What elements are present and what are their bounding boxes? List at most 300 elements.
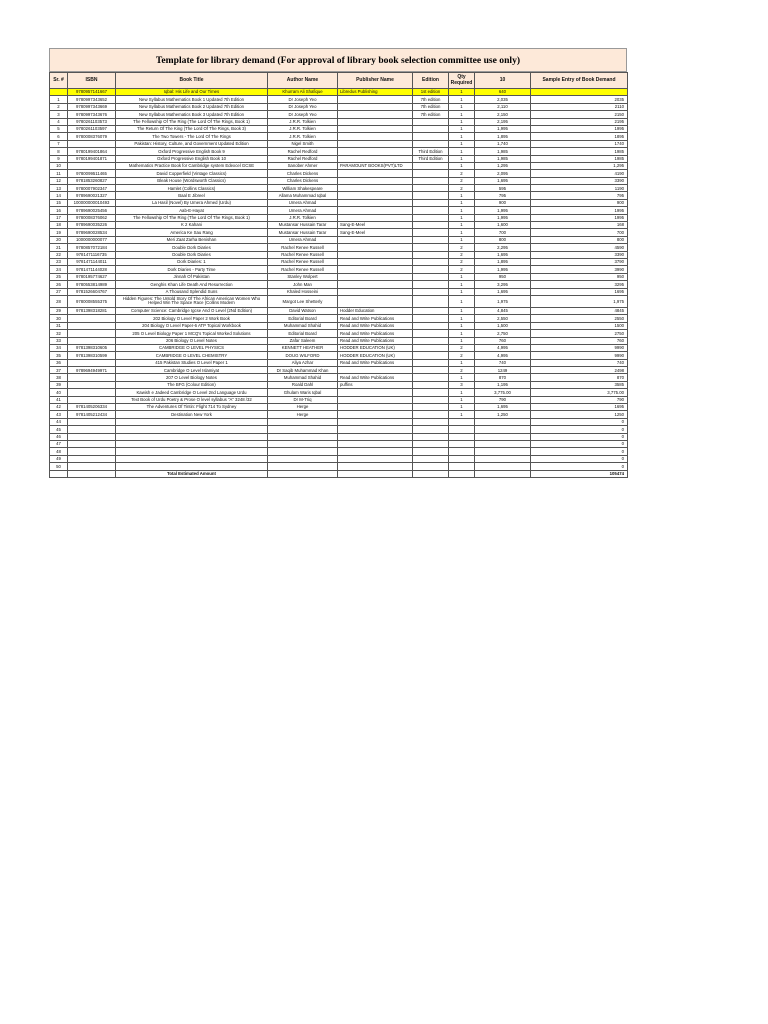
publisher-cell bbox=[338, 448, 413, 455]
isbn-cell: 9780195774627 bbox=[68, 273, 116, 280]
table-row bbox=[50, 89, 628, 96]
edition-cell bbox=[413, 295, 449, 307]
author-cell: David Watson bbox=[268, 307, 338, 314]
table-row bbox=[50, 273, 628, 280]
price-cell: 3,775.00 bbox=[475, 389, 531, 396]
table-row bbox=[50, 133, 628, 140]
isbn-cell bbox=[68, 433, 116, 440]
qty-cell: 2 bbox=[449, 244, 475, 251]
title-cell: America Ke Sau Rang bbox=[116, 229, 268, 236]
qty-cell: 2 bbox=[449, 177, 475, 184]
isbn-cell: 9780261103597 bbox=[68, 125, 116, 132]
sample-cell: 3585 bbox=[531, 381, 628, 388]
sample-cell: 740 bbox=[531, 359, 628, 366]
author-cell: Umera Ahmad bbox=[268, 199, 338, 206]
qty-cell: 1 bbox=[449, 359, 475, 366]
qty-cell: 1 bbox=[449, 229, 475, 236]
edition-cell bbox=[413, 177, 449, 184]
sample-cell: 9990 bbox=[531, 352, 628, 359]
col-header-qty: Qty Required bbox=[449, 73, 475, 89]
edition-cell bbox=[413, 463, 449, 470]
qty-cell: 1 bbox=[449, 96, 475, 103]
edition-cell bbox=[413, 330, 449, 337]
qty-cell: 2 bbox=[449, 251, 475, 258]
publisher-cell bbox=[338, 389, 413, 396]
table-row bbox=[50, 337, 628, 344]
author-cell: Khaled Hosseini bbox=[268, 288, 338, 295]
edition-cell: Third Edition bbox=[413, 148, 449, 155]
price-cell: 870 bbox=[475, 374, 531, 381]
author-cell: Sanober Ahmer bbox=[268, 162, 338, 169]
title-cell: 202 Biology O Level Paper 2 Work Book bbox=[116, 315, 268, 322]
edition-cell bbox=[413, 207, 449, 214]
publisher-cell bbox=[338, 111, 413, 118]
edition-cell bbox=[413, 281, 449, 288]
sample-cell: 1250 bbox=[531, 411, 628, 418]
table-row bbox=[50, 295, 628, 307]
isbn-cell bbox=[68, 315, 116, 322]
table-row bbox=[50, 125, 628, 132]
edition-cell bbox=[413, 288, 449, 295]
price-cell: 3,295 bbox=[475, 281, 531, 288]
author-cell: John Man bbox=[268, 281, 338, 288]
edition-cell: 7th edition bbox=[413, 111, 449, 118]
price-cell bbox=[475, 455, 531, 462]
isbn-cell: 9781853260827 bbox=[68, 177, 116, 184]
publisher-cell: Read and Write Publications bbox=[338, 374, 413, 381]
sr-cell: 11 bbox=[50, 170, 68, 177]
author-cell: J.R.R. Tolkien bbox=[268, 133, 338, 140]
isbn-cell bbox=[68, 396, 116, 403]
sample-cell: 760 bbox=[531, 337, 628, 344]
isbn-cell: 9781398310605 bbox=[68, 344, 116, 351]
sr-cell: 38 bbox=[50, 374, 68, 381]
title-cell: Text Book of Urdu Poetry & Prose O level syllabus "A" 3248 /32 bbox=[116, 396, 268, 403]
sr-cell: 14 bbox=[50, 192, 68, 199]
table-row bbox=[50, 258, 628, 265]
table-row bbox=[50, 96, 628, 103]
sample-cell: 3295 bbox=[531, 281, 628, 288]
table-row bbox=[50, 448, 628, 455]
publisher-cell bbox=[338, 185, 413, 192]
author-cell bbox=[268, 418, 338, 425]
title-cell: Oxford Progressive English Book 9 bbox=[116, 148, 268, 155]
sr-cell: 34 bbox=[50, 344, 68, 351]
title-cell: Meri Zaat Zarha Benishan bbox=[116, 236, 268, 243]
author-cell: Rachel Redford bbox=[268, 155, 338, 162]
qty-cell: 1 bbox=[449, 111, 475, 118]
sample-cell: 1740 bbox=[531, 140, 628, 147]
author-cell: Mustansar Hussain Tarar bbox=[268, 222, 338, 229]
qty-cell: 1 bbox=[449, 374, 475, 381]
publisher-cell bbox=[338, 192, 413, 199]
sample-cell: 1995 bbox=[531, 125, 628, 132]
sample-cell: 700 bbox=[531, 229, 628, 236]
price-cell bbox=[475, 418, 531, 425]
qty-cell: 1 bbox=[449, 125, 475, 132]
table-row bbox=[50, 214, 628, 221]
price-cell: 2,095 bbox=[475, 170, 531, 177]
title-cell: The BFG (Colour Edition) bbox=[116, 381, 268, 388]
price-cell: 2,295 bbox=[475, 244, 531, 251]
title-cell: Cambridge O Level Islamiyat bbox=[116, 367, 268, 374]
price-cell: 1,500 bbox=[475, 322, 531, 329]
price-cell: 1,985 bbox=[475, 155, 531, 162]
publisher-cell: Read and Write Publications bbox=[338, 337, 413, 344]
sample-cell: 3390 bbox=[531, 251, 628, 258]
title-cell bbox=[116, 426, 268, 433]
publisher-cell bbox=[338, 148, 413, 155]
price-cell: 700 bbox=[475, 229, 531, 236]
title-cell: The Return Of The King (The Lord Of The Rings, Book 3) bbox=[116, 125, 268, 132]
author-cell: Rachel Redford bbox=[268, 148, 338, 155]
author-cell: Charles Dickens bbox=[268, 170, 338, 177]
author-cell: Dr Joseph Yeo bbox=[268, 103, 338, 110]
qty-cell: 1 bbox=[449, 273, 475, 280]
author-cell: Mustansar Hussain Tarar bbox=[268, 229, 338, 236]
edition-cell bbox=[413, 322, 449, 329]
publisher-cell bbox=[338, 411, 413, 418]
sample-cell: 3990 bbox=[531, 266, 628, 273]
publisher-cell bbox=[338, 155, 413, 162]
table-row bbox=[50, 222, 628, 229]
table-row bbox=[50, 103, 628, 110]
edition-cell bbox=[413, 214, 449, 221]
qty-cell: 1 bbox=[449, 281, 475, 288]
edition-cell bbox=[413, 455, 449, 462]
table-row bbox=[50, 140, 628, 147]
sample-cell: 2750 bbox=[531, 330, 628, 337]
isbn-cell: 9781471116735 bbox=[68, 251, 116, 258]
edition-cell: 7th edition bbox=[413, 103, 449, 110]
sr-cell: 49 bbox=[50, 455, 68, 462]
qty-cell: 2 bbox=[449, 170, 475, 177]
sr-cell: 17 bbox=[50, 214, 68, 221]
price-cell: 2,550 bbox=[475, 315, 531, 322]
publisher-cell: HODDER EDUCATION (UK) bbox=[338, 352, 413, 359]
isbn-cell: 9780857072184 bbox=[68, 244, 116, 251]
sr-cell: 32 bbox=[50, 330, 68, 337]
edition-cell bbox=[413, 381, 449, 388]
sr-cell: 4 bbox=[50, 118, 68, 125]
author-cell bbox=[268, 455, 338, 462]
sr-cell bbox=[50, 89, 68, 96]
qty-cell: 1 bbox=[449, 155, 475, 162]
sample-cell: 950 bbox=[531, 273, 628, 280]
qty-cell: 2 bbox=[449, 266, 475, 273]
edition-cell bbox=[413, 222, 449, 229]
publisher-cell bbox=[338, 295, 413, 307]
title-cell: A Thousand Splendid Suns bbox=[116, 288, 268, 295]
edition-cell bbox=[413, 433, 449, 440]
sr-cell: 20 bbox=[50, 236, 68, 243]
title-cell bbox=[116, 440, 268, 447]
isbn-cell bbox=[68, 330, 116, 337]
sample-cell: 0 bbox=[531, 440, 628, 447]
table-row bbox=[50, 111, 628, 118]
author-cell: Charles Dickens bbox=[268, 177, 338, 184]
sr-cell: 43 bbox=[50, 411, 68, 418]
qty-cell: 1 bbox=[449, 199, 475, 206]
qty-cell bbox=[449, 463, 475, 470]
qty-cell: 2 bbox=[449, 367, 475, 374]
isbn-cell bbox=[68, 455, 116, 462]
sr-cell: 33 bbox=[50, 337, 68, 344]
author-cell: Allama Muhammad Iqbal bbox=[268, 192, 338, 199]
edition-cell bbox=[413, 266, 449, 273]
isbn-cell: 9780008376062 bbox=[68, 214, 116, 221]
sample-cell: 4590 bbox=[531, 244, 628, 251]
publisher-cell: Libredus Publishing bbox=[338, 89, 413, 96]
price-cell: 2,035 bbox=[475, 96, 531, 103]
edition-cell bbox=[413, 374, 449, 381]
price-cell: 4,845 bbox=[475, 307, 531, 314]
sr-cell: 10 bbox=[50, 162, 68, 169]
publisher-cell bbox=[338, 236, 413, 243]
qty-cell: 1 bbox=[449, 411, 475, 418]
table-row bbox=[50, 148, 628, 155]
publisher-cell bbox=[338, 133, 413, 140]
sr-cell: 26 bbox=[50, 281, 68, 288]
table-row bbox=[50, 199, 628, 206]
publisher-cell: Read and Write Publications bbox=[338, 330, 413, 337]
publisher-cell bbox=[338, 207, 413, 214]
edition-cell: 1st edition bbox=[413, 89, 449, 96]
edition-cell bbox=[413, 170, 449, 177]
price-cell bbox=[475, 426, 531, 433]
author-cell: Muhammad Shahid bbox=[268, 374, 338, 381]
title-cell: Dork Diaries: 1 bbox=[116, 258, 268, 265]
title-cell: Iqbal: His Life and Our Times bbox=[116, 89, 268, 96]
author-cell: Aliya Azhar bbox=[268, 359, 338, 366]
sample-cell: 168 bbox=[531, 222, 628, 229]
edition-cell bbox=[413, 344, 449, 351]
title-cell: Double Dork Diaries bbox=[116, 251, 268, 258]
isbn-cell bbox=[68, 448, 116, 455]
qty-cell: 1 bbox=[449, 404, 475, 411]
publisher-cell bbox=[338, 266, 413, 273]
qty-cell: 1 bbox=[449, 307, 475, 314]
table-row bbox=[50, 411, 628, 418]
qty-cell: 1 bbox=[449, 222, 475, 229]
sr-cell: 1 bbox=[50, 96, 68, 103]
price-cell: 1,995 bbox=[475, 214, 531, 221]
sample-cell: 2110 bbox=[531, 103, 628, 110]
sample-cell: 2150 bbox=[531, 111, 628, 118]
author-cell: J.R.R. Tolkien bbox=[268, 125, 338, 132]
price-cell: 1,995 bbox=[475, 266, 531, 273]
table-row bbox=[50, 288, 628, 295]
isbn-cell bbox=[68, 418, 116, 425]
qty-cell bbox=[449, 440, 475, 447]
sr-cell: 18 bbox=[50, 222, 68, 229]
isbn-cell bbox=[68, 162, 116, 169]
sr-cell: 12 bbox=[50, 177, 68, 184]
demand-table bbox=[49, 72, 628, 478]
price-cell: 795 bbox=[475, 192, 531, 199]
col-header-title: Book Title bbox=[116, 73, 268, 89]
title-cell: Jinnah Of Pakistan bbox=[116, 273, 268, 280]
author-cell: Rachel Renee Russell bbox=[268, 258, 338, 265]
edition-cell bbox=[413, 273, 449, 280]
isbn-cell bbox=[68, 463, 116, 470]
author-cell: Dr Joseph Yeo bbox=[268, 96, 338, 103]
sample-cell: 1695 bbox=[531, 404, 628, 411]
author-cell: Herge bbox=[268, 411, 338, 418]
isbn-cell: 1000000000077 bbox=[68, 236, 116, 243]
title-cell: The Fellowship Of The Ring (The Lord Of The Rings, Book 1) bbox=[116, 214, 268, 221]
author-cell: Umera Ahmad bbox=[268, 207, 338, 214]
sample-cell: 1995 bbox=[531, 214, 628, 221]
title-cell: CAMBRIDGE O LEVEL PHYSICS bbox=[116, 344, 268, 351]
author-cell: Umera Ahmad bbox=[268, 236, 338, 243]
table-row bbox=[50, 177, 628, 184]
publisher-cell: Read and Write Publications bbox=[338, 322, 413, 329]
sample-cell: 795 bbox=[531, 192, 628, 199]
isbn-cell: 9789690021327 bbox=[68, 192, 116, 199]
isbn-cell: 9780099511465 bbox=[68, 170, 116, 177]
table-row bbox=[50, 266, 628, 273]
qty-cell: 1 bbox=[449, 140, 475, 147]
edition-cell bbox=[413, 426, 449, 433]
publisher-cell bbox=[338, 404, 413, 411]
qty-cell: 1 bbox=[449, 148, 475, 155]
sr-cell: 41 bbox=[50, 396, 68, 403]
isbn-cell bbox=[68, 374, 116, 381]
price-cell: 1,895 bbox=[475, 133, 531, 140]
publisher-cell: Read and Write Publications bbox=[338, 359, 413, 366]
table-row bbox=[50, 307, 628, 314]
sample-cell: 1,295 bbox=[531, 162, 628, 169]
publisher-cell bbox=[338, 433, 413, 440]
sr-cell: 31 bbox=[50, 322, 68, 329]
sample-cell: 2498 bbox=[531, 367, 628, 374]
publisher-cell: Sang-E-Meel bbox=[338, 229, 413, 236]
sr-cell: 3 bbox=[50, 111, 68, 118]
author-cell: Dr Joseph Yeo bbox=[268, 111, 338, 118]
sr-cell: 37 bbox=[50, 367, 68, 374]
sr-cell: 7 bbox=[50, 140, 68, 147]
edition-cell: Third Edition bbox=[413, 155, 449, 162]
qty-cell: 1 bbox=[449, 118, 475, 125]
table-row bbox=[50, 170, 628, 177]
edition-cell bbox=[413, 404, 449, 411]
sr-cell: 45 bbox=[50, 426, 68, 433]
qty-cell: 1 bbox=[449, 288, 475, 295]
isbn-cell: 9781398310599 bbox=[68, 352, 116, 359]
sample-cell: 4190 bbox=[531, 170, 628, 177]
title-cell bbox=[116, 463, 268, 470]
isbn-cell: 9781471144011 bbox=[68, 258, 116, 265]
sample-cell bbox=[531, 89, 628, 96]
table-row bbox=[50, 162, 628, 169]
publisher-cell bbox=[338, 244, 413, 251]
col-header-sr: Sr. # bbox=[50, 73, 68, 89]
table-row bbox=[50, 352, 628, 359]
price-cell: 900 bbox=[475, 199, 531, 206]
edition-cell bbox=[413, 162, 449, 169]
publisher-cell bbox=[338, 96, 413, 103]
edition-cell bbox=[413, 367, 449, 374]
sr-cell: 42 bbox=[50, 404, 68, 411]
table-row bbox=[50, 426, 628, 433]
author-cell: Margot Lee Shetterly bbox=[268, 295, 338, 307]
qty-cell: 1 bbox=[449, 214, 475, 221]
title-cell bbox=[116, 418, 268, 425]
col-header-publisher: Publisher Name bbox=[338, 73, 413, 89]
price-cell bbox=[475, 463, 531, 470]
price-cell: 1,195 bbox=[475, 381, 531, 388]
sr-cell: 44 bbox=[50, 418, 68, 425]
isbn-cell bbox=[68, 440, 116, 447]
author-cell: Rachel Renee Russell bbox=[268, 251, 338, 258]
price-cell: 1,600 bbox=[475, 222, 531, 229]
sample-cell: 0 bbox=[531, 426, 628, 433]
author-cell: Ghulam Waris Iqbal bbox=[268, 389, 338, 396]
title-cell: Hidden Figures: The Untold Story Of The African American Women Who Helped Win The Space Race (Collins Modern bbox=[116, 295, 268, 307]
sample-cell: 2550 bbox=[531, 315, 628, 322]
table-row bbox=[50, 344, 628, 351]
qty-cell: 2 bbox=[449, 352, 475, 359]
price-cell: 1,695 bbox=[475, 251, 531, 258]
author-cell: Roald Dahl bbox=[268, 381, 338, 388]
sr-cell: 21 bbox=[50, 244, 68, 251]
publisher-cell bbox=[338, 288, 413, 295]
title-cell bbox=[116, 455, 268, 462]
table-row bbox=[50, 192, 628, 199]
price-cell bbox=[475, 433, 531, 440]
sr-cell: 36 bbox=[50, 359, 68, 366]
col-header-price: 10 bbox=[475, 73, 531, 89]
isbn-cell: 9789690035226 bbox=[68, 222, 116, 229]
qty-cell bbox=[449, 418, 475, 425]
sr-cell: 35 bbox=[50, 352, 68, 359]
edition-cell bbox=[413, 411, 449, 418]
sample-cell: 2035 bbox=[531, 96, 628, 103]
edition-cell bbox=[413, 352, 449, 359]
qty-cell: 1 bbox=[449, 337, 475, 344]
sample-cell: 0 bbox=[531, 433, 628, 440]
qty-cell: 1 bbox=[449, 192, 475, 199]
isbn-cell: 100000000010493 bbox=[68, 199, 116, 206]
sr-cell: 8 bbox=[50, 148, 68, 155]
edition-cell bbox=[413, 440, 449, 447]
price-cell: 2,195 bbox=[475, 118, 531, 125]
price-cell: 1,295 bbox=[475, 162, 531, 169]
qty-cell: 1 bbox=[449, 389, 475, 396]
total-label: Total Estimated Amount bbox=[116, 470, 268, 477]
isbn-cell bbox=[68, 337, 116, 344]
title-cell: David Copperfield (Vintage Classics) bbox=[116, 170, 268, 177]
title-cell: Aab-E-Hayat bbox=[116, 207, 268, 214]
isbn-cell: 9781471144028 bbox=[68, 266, 116, 273]
publisher-cell: Sang-E-Meel bbox=[338, 222, 413, 229]
table-row bbox=[50, 389, 628, 396]
table-row bbox=[50, 229, 628, 236]
author-cell: DOUG WILFORD bbox=[268, 352, 338, 359]
publisher-cell: puffins bbox=[338, 381, 413, 388]
sample-cell: 1995 bbox=[531, 207, 628, 214]
isbn-cell: 9789690025456 bbox=[68, 207, 116, 214]
publisher-cell bbox=[338, 125, 413, 132]
table-row bbox=[50, 404, 628, 411]
price-cell: 640 bbox=[475, 89, 531, 96]
isbn-cell: 9780261103573 bbox=[68, 118, 116, 125]
sr-cell: 46 bbox=[50, 433, 68, 440]
price-cell: 1,895 bbox=[475, 258, 531, 265]
author-cell bbox=[268, 463, 338, 470]
price-cell: 1249 bbox=[475, 367, 531, 374]
